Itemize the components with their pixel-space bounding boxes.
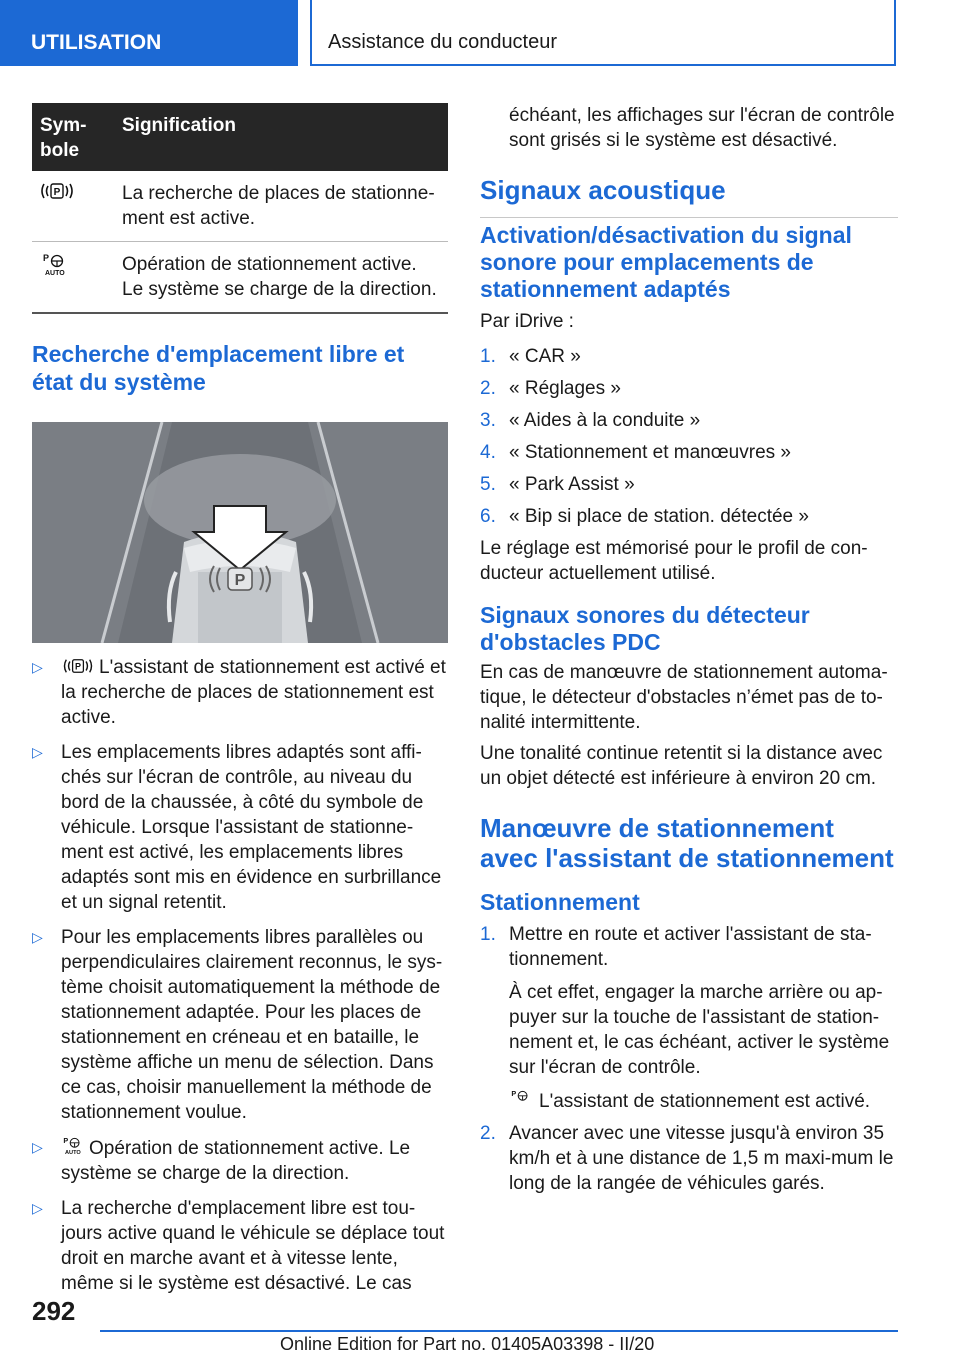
svg-text:P: P <box>43 253 50 263</box>
step-text: « Aides à la conduite » <box>509 410 701 431</box>
table-row <box>32 171 448 242</box>
step-subtext: À cet effet, engager la marche arrière ou ap-puyer sur la touche de l'assistant de station-nement et, le cas échéant, activer le système sur l'écran de contrôle. <box>509 982 890 1078</box>
status-bullet-list <box>32 655 448 1296</box>
section-tab: UTILISATION <box>0 0 298 66</box>
list-item-text: Pour les emplacements libres parallèles ou perpendiculaires clairement reconnus, le sys-tème choisit automatiquement la méthode de stationnement adaptée. Pour les places de stationnement en créneau et en bataille, le système affiche un menu de sélection. Dans ce cas, choisir manuellement la méthode de stationnement voulue. <box>61 927 443 1123</box>
svg-text:P: P <box>63 1135 69 1145</box>
heading-pdc: Signaux sonores du détecteur d'obstacles PDC <box>480 602 810 655</box>
heading-manoeuvre: Manœuvre de stationnement avec l'assistant de stationnement <box>480 813 894 873</box>
stationnement-steps-list <box>480 922 898 1196</box>
step-number: 6. <box>480 506 496 527</box>
svg-text:P: P <box>53 187 61 198</box>
list-item-text: La recherche d'emplacement libre est tou-jours active quand le véhicule se déplace tout droit en marche avant et à vitesse lente, même si le système est désactivé. Le cas <box>61 1198 445 1294</box>
continuation-text: échéant, les affichages sur l'écran de contrôle sont grisés si le système est désactivé. <box>509 105 895 151</box>
step-text: Avancer avec une vitesse jusqu'à environ 35 km/h et à une distance de 1,5 m maxi-mum le long de la rangée de véhicules garés. <box>509 1123 894 1194</box>
list-item <box>32 1196 448 1296</box>
memorised-text: Le réglage est mémorisé pour le profil de con-ducteur actuellement utilisé. <box>480 538 868 584</box>
list-item <box>480 344 898 369</box>
list-item <box>480 1121 898 1196</box>
list-item-text: Les emplacements libres adaptés sont affi-chés sur l'écran de contrôle, au niveau du bord de la chaussée, à côté du symbole de véhicule. Lorsque l'assistant de stationne-ment est activé, les emplacements libres adaptés sont mis en évidence en surbrillance et un signal retentit. <box>61 742 442 913</box>
svg-text:P: P <box>74 661 82 672</box>
list-item <box>480 376 898 401</box>
list-item <box>480 922 898 1114</box>
list-item-text: L'assistant de stationnement est activé et la recherche de places de stationnement est active. <box>61 657 446 728</box>
parking-auto-icon <box>40 252 70 278</box>
table-cell-meaning: La recherche de places de stationne-ment est active. <box>114 171 448 242</box>
svg-text:AUTO: AUTO <box>45 270 65 277</box>
parking-illustration <box>32 422 448 643</box>
svg-text:AUTO: AUTO <box>65 1150 81 1156</box>
list-item <box>480 408 898 433</box>
list-item <box>480 472 898 497</box>
step-text: « Réglages » <box>509 378 621 399</box>
step-text: « Park Assist » <box>509 474 635 495</box>
parking-search-icon <box>61 657 95 675</box>
table-cell-icon <box>32 171 114 242</box>
step-number: 3. <box>480 410 496 431</box>
step-text: « Stationnement et manœuvres » <box>509 442 791 463</box>
pdc-paragraph-1: En cas de manœuvre de stationnement automa-tique, le détecteur d'obstacles n’émet pas de to-nalité intermittente. <box>480 662 888 733</box>
list-item <box>32 655 448 730</box>
table-header-symbol: Sym- bole <box>32 103 114 171</box>
list-item <box>32 925 448 1125</box>
step-number: 1. <box>480 924 496 945</box>
step-number: 1. <box>480 346 496 367</box>
table-row <box>32 242 448 314</box>
triangle-bullet-icon: ▷ <box>32 659 43 675</box>
parking-auto-icon <box>509 1088 533 1110</box>
table-header-meaning: Signification <box>114 103 448 171</box>
list-item <box>32 740 448 915</box>
heading-activation: Activation/désactivation du signal sonore pour emplacements de stationnement adaptés <box>480 222 852 302</box>
parking-search-icon <box>40 181 74 201</box>
right-column <box>480 103 898 1203</box>
step-text: Mettre en route et activer l'assistant de sta-tionnement. <box>509 924 872 970</box>
table-cell-icon <box>32 242 114 314</box>
pdc-paragraph-2: Une tonalité continue retentit si la distance avec un objet détecté est inférieure à environ 20 cm. <box>480 743 883 789</box>
list-item <box>480 440 898 465</box>
parking-scene-image <box>32 422 448 643</box>
triangle-bullet-icon: ▷ <box>32 1200 43 1216</box>
step-icon-line <box>509 1088 898 1114</box>
triangle-bullet-icon: ▷ <box>32 929 43 945</box>
step-text: « CAR » <box>509 346 581 367</box>
footer-divider <box>100 1330 898 1332</box>
left-column <box>32 103 448 1306</box>
parking-auto-icon <box>61 1135 85 1157</box>
list-item <box>480 504 898 529</box>
step-number: 2. <box>480 378 496 399</box>
step-icon-text: L'assistant de stationnement est activé. <box>539 1091 871 1112</box>
triangle-bullet-icon: ▷ <box>32 744 43 760</box>
list-item-text: Opération de stationnement active. Le système se charge de la direction. <box>61 1138 411 1184</box>
symbol-table <box>32 103 448 314</box>
list-item <box>32 1135 448 1186</box>
step-number: 4. <box>480 442 496 463</box>
heading-signaux-acoustique: Signaux acoustique <box>480 175 726 205</box>
chapter-title: Assistance du conducteur <box>310 0 896 66</box>
table-cell-meaning: Opération de stationnement active. Le système se charge de la direction. <box>114 242 448 314</box>
triangle-bullet-icon: ▷ <box>32 1139 43 1155</box>
idrive-steps-list <box>480 344 898 529</box>
page-number: 292 <box>32 1296 76 1326</box>
section-heading: Recherche d'emplacement libre et état du système <box>32 341 405 395</box>
svg-text:P: P <box>511 1088 517 1098</box>
heading-stationnement: Stationnement <box>480 889 640 915</box>
footer-edition: Online Edition for Part no. 01405A03398 - II/20 <box>280 1334 655 1354</box>
step-text: « Bip si place de station. détectée » <box>509 506 809 527</box>
svg-text:P: P <box>234 572 246 589</box>
divider <box>480 217 898 218</box>
step-number: 5. <box>480 474 496 495</box>
step-number: 2. <box>480 1123 496 1144</box>
par-idrive-text: Par iDrive : <box>480 311 574 332</box>
page-header <box>0 0 960 66</box>
